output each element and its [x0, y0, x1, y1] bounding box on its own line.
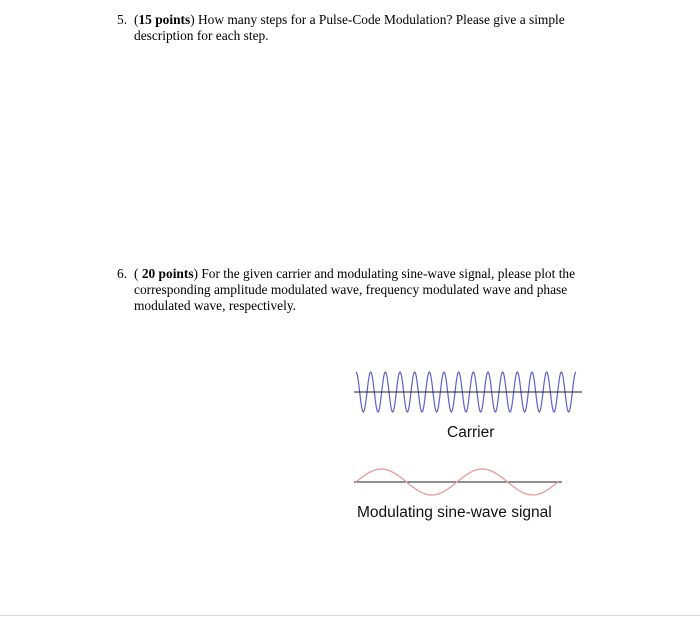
- question-text-line1: For the given carrier and modulating sine-wave signal, please plot the: [198, 266, 576, 281]
- points-open: (: [134, 266, 142, 281]
- question-number: 5.: [117, 12, 128, 27]
- question-text-line2: corresponding amplitude modulated wave, frequency modulated wave and phase: [134, 282, 568, 297]
- question-text-line2: description for each step.: [134, 28, 269, 43]
- page-bottom-divider: [0, 615, 700, 616]
- points-value: 15 points: [138, 12, 191, 27]
- signal-figure: [340, 340, 600, 500]
- points-open: (: [134, 12, 139, 27]
- question-6: [117, 266, 617, 314]
- modulating-label: Modulating sine-wave signal: [357, 504, 552, 521]
- points-close: ): [190, 12, 195, 27]
- points-close: ): [193, 266, 198, 281]
- carrier-label: Carrier: [447, 424, 495, 441]
- points-value: 20 points: [141, 266, 194, 281]
- question-text-line1: How many steps for a Pulse-Code Modulation? Please give a simple: [194, 12, 565, 27]
- question-number: 6.: [117, 266, 128, 281]
- question-text-line3: modulated wave, respectively.: [134, 298, 296, 313]
- question-5: [117, 12, 617, 44]
